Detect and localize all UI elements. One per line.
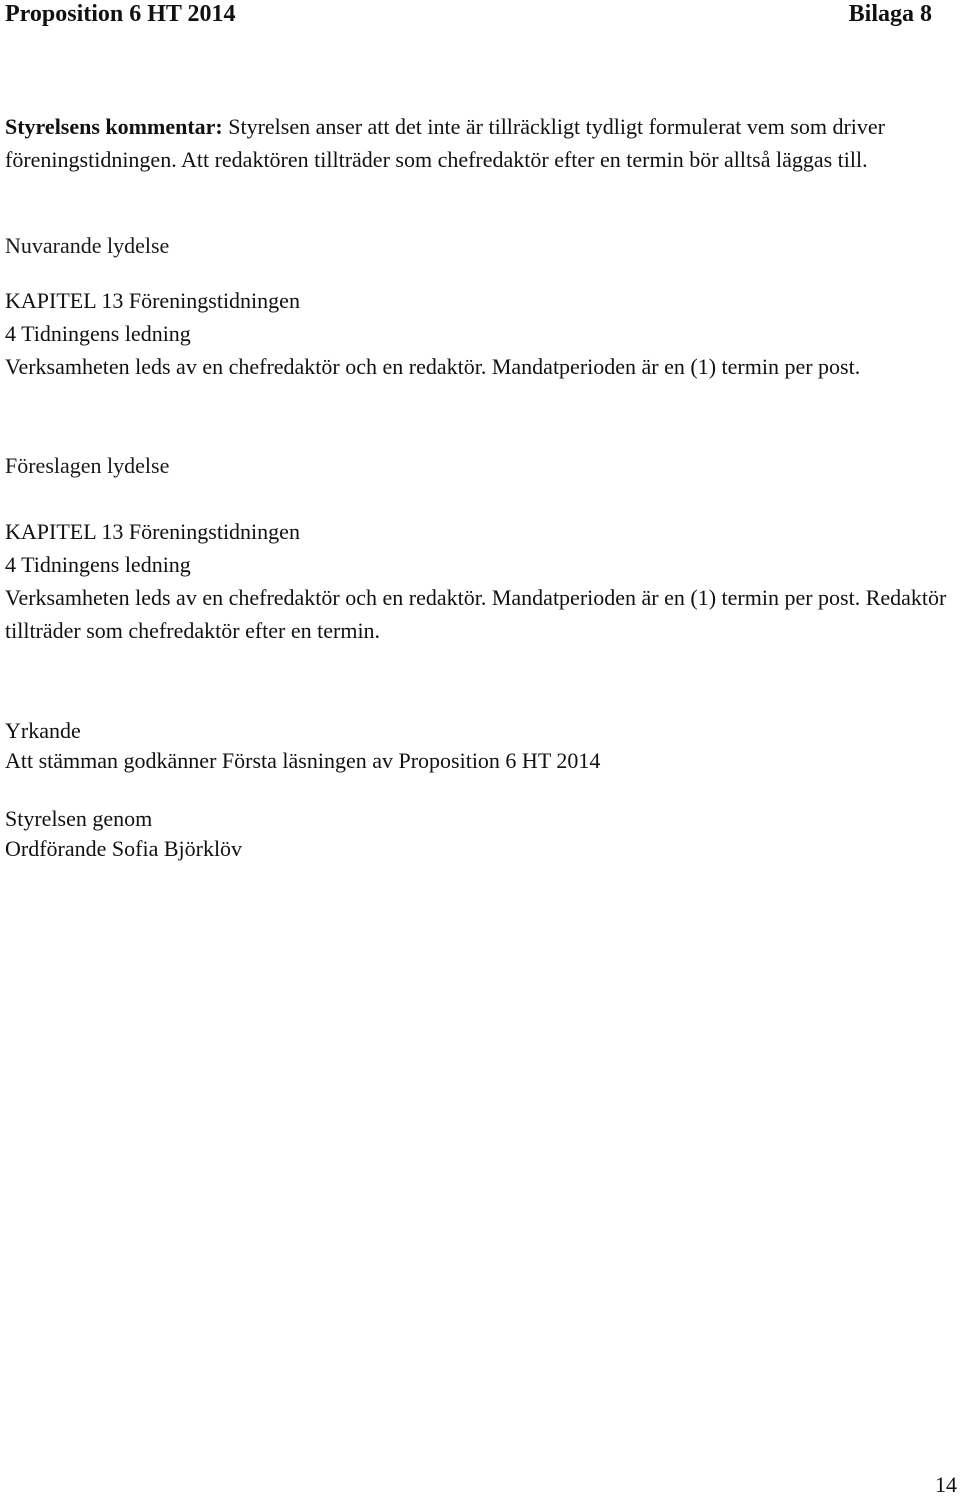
proposed-wording-section: [5, 449, 955, 482]
current-chapter-title: KAPITEL 13 Föreningstidningen: [5, 288, 300, 313]
motion-heading: Yrkande: [5, 718, 81, 743]
signature-line-2: Ordförande Sofia Björklöv: [5, 836, 243, 861]
motion-section: [5, 716, 955, 776]
document-title: Proposition 6 HT 2014: [5, 1, 236, 27]
current-wording-heading: Nuvarande lydelse: [5, 233, 170, 258]
current-wording-text: Verksamheten leds av en chefredaktör och en redaktör. Mandatperioden är en (1) termin per post.: [5, 354, 861, 379]
motion-text: Att stämman godkänner Första läsningen av Proposition 6 HT 2014: [5, 748, 601, 773]
board-comment: [5, 110, 955, 176]
proposed-chapter-title: KAPITEL 13 Föreningstidningen: [5, 519, 300, 544]
signature-line-1: Styrelsen genom: [5, 806, 153, 831]
comment-text: Styrelsen anser att det inte är tillräckligt tydligt formulerat vem som driver föreningstidningen. Att redaktören tillträder som chefredaktör efter en termin bör alltså läggas till.: [5, 114, 885, 172]
page-header: [5, 0, 932, 30]
current-wording-content: [5, 284, 955, 383]
current-section-title: 4 Tidningens ledning: [5, 321, 191, 346]
appendix-label: Bilaga 8: [848, 1, 932, 27]
comment-label: Styrelsens kommentar:: [5, 114, 223, 139]
proposed-section-title: 4 Tidningens ledning: [5, 552, 191, 577]
proposed-wording-content: [5, 515, 955, 647]
proposed-wording-heading: Föreslagen lydelse: [5, 453, 170, 478]
current-wording-section: [5, 229, 955, 262]
proposed-wording-text: Verksamheten leds av en chefredaktör och en redaktör. Mandatperioden är en (1) termin per post. Redaktör tillträder som chefredaktör efter en termin.: [5, 585, 947, 643]
page-number: 14: [935, 1472, 957, 1497]
signature-block: [5, 804, 955, 864]
